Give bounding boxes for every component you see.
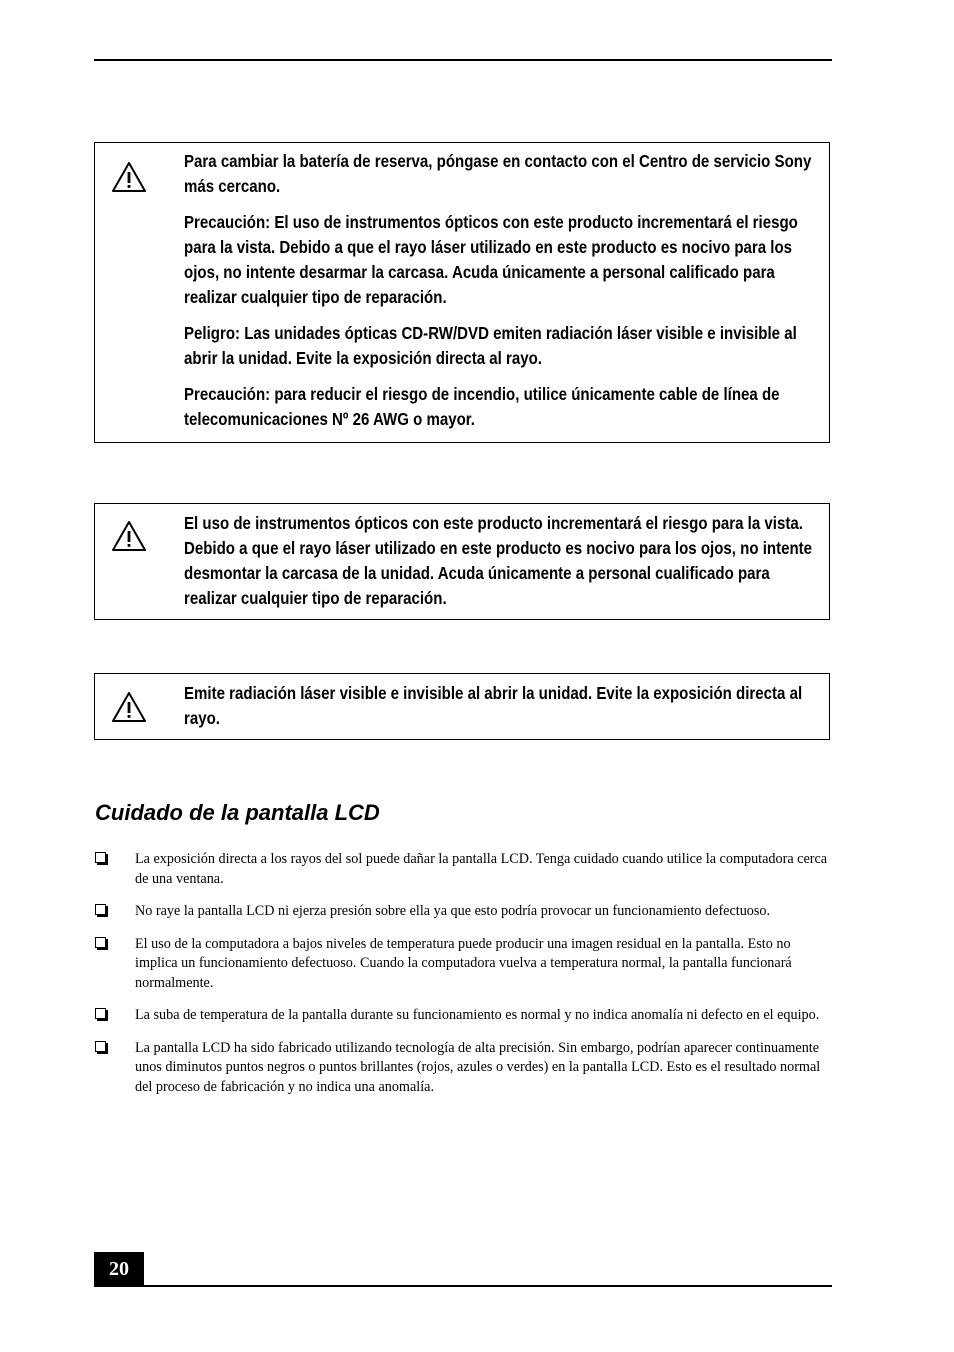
warning-triangle-icon	[111, 691, 147, 723]
section-title: Cuidado de la pantalla LCD	[95, 800, 380, 825]
bullet-list	[94, 850, 834, 1110]
checkbox-icon	[95, 1008, 106, 1019]
checkbox-icon	[95, 852, 106, 863]
warning-paragraph: El uso de instrumentos ópticos con este producto incrementará el riesgo para la vista. Debido a que el rayo láser utilizado en este producto es nocivo para los ojos, no intente desmontar la carcasa de la unidad. Acuda únicamente a personal cualificado para realizar cualquier tipo de reparación.	[184, 513, 813, 608]
list-item-text: La exposición directa a los rayos del sol puede dañar la pantalla LCD. Tenga cuidado cuando utilice la computadora cerca de una ventana.	[135, 851, 828, 887]
warning-text	[184, 149, 820, 432]
warning-text	[184, 681, 820, 731]
list-item	[94, 1039, 834, 1098]
warning-paragraph: Precaución: para reducir el riesgo de incendio, utilice únicamente cable de línea de telecomunicaciones Nº 26 AWG o mayor.	[184, 384, 780, 429]
list-item	[94, 935, 834, 994]
list-item-text: El uso de la computadora a bajos niveles de temperatura puede producir una imagen residual en la pantalla. Esto no implica un funcionamiento defectuoso. Cuando la computadora vuelva a temperatura normal, la pantalla funcionará normalmente.	[135, 935, 792, 991]
page-number: 20	[94, 1252, 144, 1286]
list-item-text: No raye la pantalla LCD ni ejerza presión sobre ella ya que esto podría provocar un funcionamiento defectuoso.	[135, 903, 771, 919]
list-item	[94, 1006, 834, 1026]
warning-box-1	[94, 142, 830, 443]
header-rule	[94, 59, 832, 61]
checkbox-icon	[95, 1041, 106, 1052]
warning-text	[184, 511, 820, 611]
warning-paragraph: Para cambiar la batería de reserva, póngase en contacto con el Centro de servicio Sony más cercano.	[184, 151, 812, 196]
checkbox-icon	[95, 904, 106, 915]
list-item	[94, 902, 834, 922]
warning-triangle-icon	[111, 161, 147, 193]
warning-paragraph: Emite radiación láser visible e invisible al abrir la unidad. Evite la exposición directa al rayo.	[184, 683, 803, 728]
warning-box-3	[94, 673, 830, 740]
checkbox-icon	[95, 937, 106, 948]
warning-paragraph: Peligro: Las unidades ópticas CD-RW/DVD emiten radiación láser visible e invisible al abrir la unidad. Evite la exposición directa al rayo.	[184, 323, 797, 368]
warning-paragraph: Precaución: El uso de instrumentos ópticos con este producto incrementará el riesgo para la vista. Debido a que el rayo láser utilizado en este producto es nocivo para los ojos, no intente desarmar la carcasa. Acuda únicamente a personal calificado para realizar cualquier tipo de reparación.	[184, 212, 798, 307]
warning-box-2	[94, 503, 830, 620]
list-item-text: La suba de temperatura de la pantalla durante su funcionamiento es normal y no indica anomalía ni defecto en el equipo.	[135, 1007, 820, 1023]
list-item-text: La pantalla LCD ha sido fabricado utilizando tecnología de alta precisión. Sin embargo, podrían aparecer continuamente unos diminutos puntos negros o puntos brillantes (rojos, azules o verdes) en la pantalla LCD. Esto es el resultado normal del proceso de fabricación y no indica una anomalía.	[135, 1039, 821, 1095]
footer-rule	[94, 1285, 832, 1287]
warning-triangle-icon	[111, 520, 147, 552]
list-item	[94, 850, 834, 889]
